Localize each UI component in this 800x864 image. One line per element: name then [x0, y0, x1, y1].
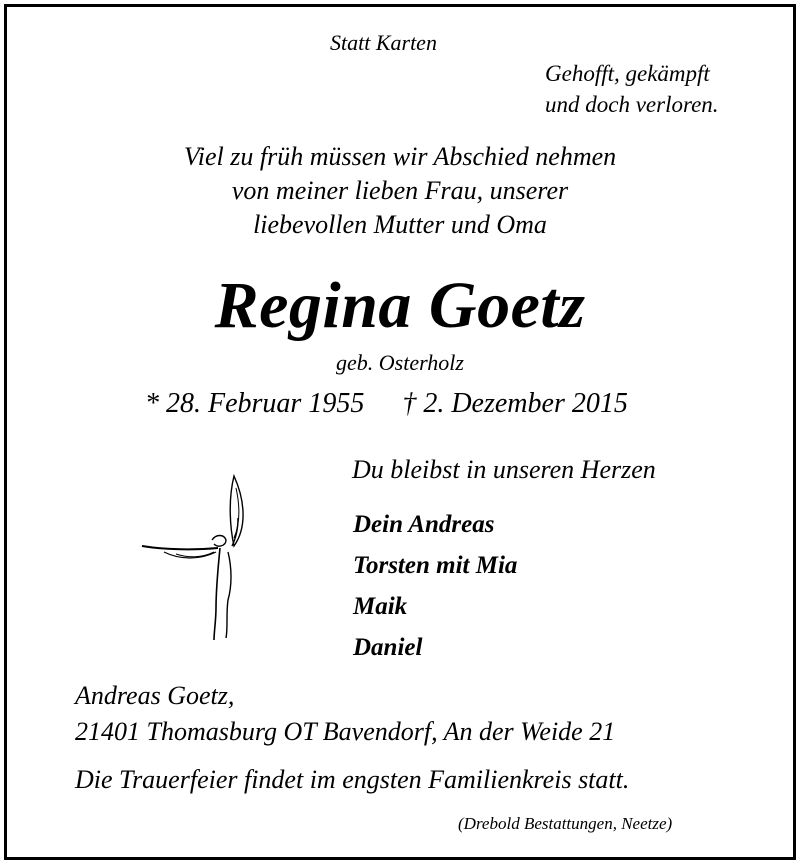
intro-text: [0, 140, 800, 242]
mourner-2: Torsten mit Mia: [353, 552, 518, 579]
contact-address: [75, 678, 615, 750]
undertaker-credit: (Drebold Bestattungen, Neetze): [458, 814, 673, 833]
mourners-list: [353, 504, 517, 668]
deceased-name: Regina Goetz: [214, 269, 586, 342]
intro-line-2: von meiner lieben Frau, unserer: [231, 176, 569, 205]
maiden-name: geb. Osterholz: [336, 350, 464, 375]
heading-statt-karten: Statt Karten: [330, 30, 437, 55]
motto-line-1: Gehofft, gekämpft: [545, 61, 710, 86]
angel-figure-icon: [136, 468, 266, 648]
mourner-1: Dein Andreas: [353, 511, 495, 538]
birth-date: * 28. Februar 1955: [145, 388, 365, 419]
motto-line-2: und doch verloren.: [545, 92, 719, 117]
intro-line-1: Viel zu früh müssen wir Abschied nehmen: [183, 142, 617, 171]
intro-line-3: liebevollen Mutter und Oma: [253, 210, 547, 239]
motto: [545, 58, 719, 120]
mourner-3: Maik: [353, 593, 408, 620]
mourner-4: Daniel: [353, 634, 423, 661]
death-date: † 2. Dezember 2015: [402, 388, 628, 419]
funeral-note: Die Trauerfeier findet im engsten Familienkreis statt.: [75, 765, 630, 794]
address-line-1: Andreas Goetz,: [75, 681, 235, 710]
remembrance-quote: Du bleibst in unseren Herzen: [352, 455, 656, 484]
life-dates: [145, 388, 628, 420]
address-line-2: 21401 Thomasburg OT Bavendorf, An der Weide 21: [75, 717, 616, 746]
